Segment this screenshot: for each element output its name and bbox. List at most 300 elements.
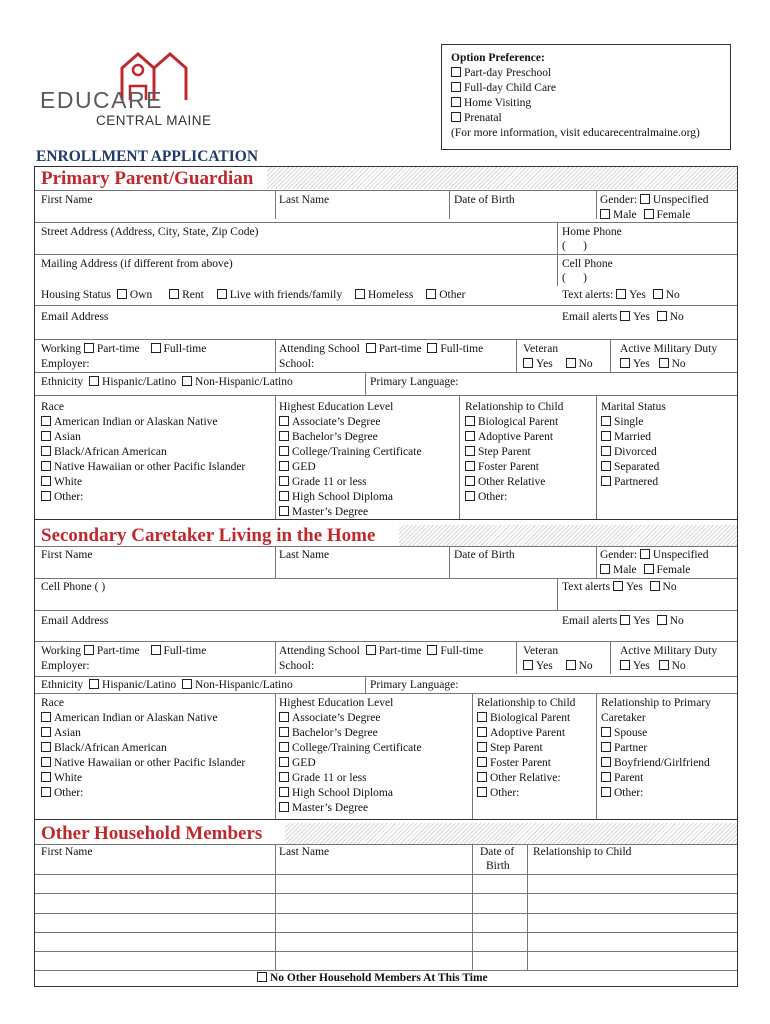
logo [40,46,230,136]
household-dob-header-1: Date of [480,846,515,858]
other-label: Other [439,289,466,301]
email-alerts-yes-checkbox[interactable] [620,615,630,625]
relationship-option [465,460,539,475]
no-label: No [665,289,680,301]
race-option [41,741,167,756]
working-label: Working [41,343,81,355]
unspecified-label: Unspecified [652,194,709,206]
email-alerts-label: Email alerts [562,615,618,627]
primary-mailing-label: Mailing Address (if different from above) [41,258,233,270]
logo-subtitle: CENTRAL MAINE [96,113,212,128]
option-prenatal[interactable] [451,111,502,126]
primary-veteran-label: Veteran [523,343,559,355]
gender-unspecified-checkbox[interactable] [640,549,650,559]
primary-street-label: Street Address (Address, City, State, Zip Code) [41,226,259,238]
live-with-label: Live with friends/family [229,289,343,301]
checkbox[interactable] [465,476,475,486]
primary-gender [600,193,709,208]
yes-label: Yes [633,660,650,672]
option-label: White [54,772,83,784]
household-last-name-header: Last Name [279,846,330,858]
section-hatch [267,167,737,189]
checkbox[interactable] [41,461,51,471]
text-alerts-no-checkbox[interactable] [650,581,660,591]
checkbox[interactable] [601,446,611,456]
checkbox[interactable] [451,97,461,107]
option-label: GED [292,461,316,473]
education-option [279,415,380,430]
gender-label: Gender: [600,194,638,206]
relationship-option [477,756,551,771]
option-label: Adoptive Parent [478,431,554,443]
home-phone-parens: ( ) [562,240,587,252]
homeless-label: Homeless [368,289,414,301]
no-other-members-label: No Other Household Members At This Time [270,972,488,984]
checkbox[interactable] [465,491,475,501]
yes-label: Yes [633,615,650,627]
checkbox[interactable] [279,506,289,516]
rel-primary-option [601,741,647,756]
hispanic-checkbox[interactable] [89,679,99,689]
veteran-no-checkbox[interactable] [566,358,576,368]
primary-military-options [620,357,686,372]
race-option [41,711,218,726]
checkbox[interactable] [465,446,475,456]
checkbox[interactable] [601,476,611,486]
primary-marital-label: Marital Status [601,401,666,413]
ethnicity-label: Ethnicity [41,679,84,691]
secondary-education-label: Highest Education Level [279,697,394,709]
checkbox[interactable] [279,461,289,471]
race-option [41,415,218,430]
primary-education-label: Highest Education Level [279,401,394,413]
education-option [279,771,367,786]
checkbox[interactable] [41,431,51,441]
secondary-email-label: Email Address [41,615,109,627]
checkbox[interactable] [601,787,611,797]
secondary-gender [600,548,709,563]
text-alerts-no-checkbox[interactable] [653,289,663,299]
checkbox[interactable] [41,787,51,797]
checkbox[interactable] [601,742,611,752]
option-label: Associate’s Degree [292,712,381,724]
checkbox[interactable] [41,727,51,737]
option-label: Biological Parent [478,416,559,428]
race-option [41,430,81,445]
checkbox[interactable] [279,491,289,501]
relationship-option [477,711,570,726]
checkbox[interactable] [279,787,289,797]
checkbox[interactable] [477,727,487,737]
checkbox[interactable] [41,491,51,501]
option-label: Master’s Degree [292,506,369,518]
option-label: College/Training Certificate [292,742,422,754]
option-label: Other: [478,491,508,503]
gender-female-checkbox[interactable] [644,209,654,219]
option-label: Asian [54,431,81,443]
primary-housing-status [41,288,465,303]
secondary-first-name-label: First Name [41,549,93,561]
option-label: Single [614,416,644,428]
secondary-email-alerts [562,614,684,629]
working-full-time-checkbox[interactable] [151,343,161,353]
checkbox[interactable] [477,772,487,782]
option-label: Home Visiting [464,97,532,109]
household-first-name-header: First Name [41,846,93,858]
option-label: High School Diploma [292,787,393,799]
primary-dob-label: Date of Birth [454,194,515,206]
text-alerts-yes-checkbox[interactable] [613,581,623,591]
rel-primary-option [601,756,710,771]
checkbox[interactable] [279,416,289,426]
secondary-veteran-options [523,659,593,674]
female-label: Female [656,564,691,576]
option-label: Grade 11 or less [292,772,367,784]
no-label: No [671,358,686,370]
relationship-option [465,430,553,445]
checkbox[interactable] [465,416,475,426]
non-hispanic-checkbox[interactable] [182,376,192,386]
option-label: Grade 11 or less [292,476,367,488]
relationship-option [477,741,543,756]
checkbox[interactable] [279,757,289,767]
option-label: Separated [614,461,660,473]
option-label: Native Hawaiian or other Pacific Islander [54,461,246,473]
race-option [41,475,82,490]
household-dob-header-2: Birth [486,860,510,872]
marital-option [601,415,643,430]
secondary-rel-primary-label-2: Caretaker [601,712,646,724]
table-row[interactable] [35,874,737,875]
text-alerts-yes-checkbox[interactable] [616,289,626,299]
hispanic-checkbox[interactable] [89,376,99,386]
education-option [279,786,393,801]
non-hispanic-label: Non-Hispanic/Latino [195,376,293,388]
option-label: American Indian or Alaskan Native [54,416,218,428]
checkbox[interactable] [279,742,289,752]
option-label: Bachelor’s Degree [292,431,378,443]
rel-primary-option [601,786,643,801]
attending-part-time-checkbox[interactable] [366,645,376,655]
housing-label: Housing Status [41,289,111,301]
veteran-yes-checkbox[interactable] [523,660,533,670]
yes-label: Yes [633,311,650,323]
email-alerts-no-checkbox[interactable] [657,311,667,321]
yes-label: Yes [633,358,650,370]
secondary-veteran-label: Veteran [523,645,559,657]
option-label: Other Relative: [490,772,561,784]
no-other-members-checkbox[interactable] [257,972,267,982]
option-label: Other Relative [478,476,546,488]
option-label: Foster Parent [478,461,540,473]
working-part-time-checkbox[interactable] [84,343,94,353]
option-home-visiting[interactable] [451,96,531,111]
attending-full-time-checkbox[interactable] [427,645,437,655]
checkbox[interactable] [279,446,289,456]
relationship-option [465,475,545,490]
secondary-rel-primary-label: Relationship to Primary [601,697,711,709]
veteran-no-checkbox[interactable] [566,660,576,670]
male-label: Male [613,564,637,576]
checkbox[interactable] [279,476,289,486]
checkbox[interactable] [279,712,289,722]
housing-own-checkbox[interactable] [117,289,127,299]
secondary-employer-label: Employer: [41,660,90,672]
education-option [279,505,368,520]
primary-last-name-label: Last Name [279,194,330,206]
secondary-language-label: Primary Language: [370,679,459,691]
non-hispanic-label: Non-Hispanic/Latino [195,679,293,691]
option-label: Divorced [614,446,657,458]
checkbox[interactable] [279,431,289,441]
checkbox[interactable] [451,67,461,77]
race-option [41,771,82,786]
option-label: High School Diploma [292,491,393,503]
attending-label: Attending School [279,645,360,657]
option-label: American Indian or Alaskan Native [54,712,218,724]
yes-label: Yes [536,358,553,370]
checkbox[interactable] [41,446,51,456]
education-option [279,711,380,726]
housing-other-checkbox[interactable] [426,289,436,299]
option-note: (For more information, visit educarecentralmaine.org) [451,127,700,139]
gender-female-checkbox[interactable] [644,564,654,574]
military-no-checkbox[interactable] [659,660,669,670]
relationship-option [465,490,507,505]
military-yes-checkbox[interactable] [620,358,630,368]
email-alerts-no-checkbox[interactable] [657,615,667,625]
housing-rent-checkbox[interactable] [169,289,179,299]
gender-unspecified-checkbox[interactable] [640,194,650,204]
application-title: ENROLLMENT APPLICATION [36,148,259,165]
table-row[interactable] [35,932,737,933]
email-alerts-label: Email alerts [562,311,618,323]
race-option [41,445,167,460]
secondary-dob-label: Date of Birth [454,549,515,561]
primary-email-alerts [562,310,684,325]
option-label: White [54,476,83,488]
checkbox[interactable] [451,112,461,122]
housing-live-with-checkbox[interactable] [217,289,227,299]
education-option [279,490,393,505]
yes-label: Yes [625,581,643,593]
option-label: Master’s Degree [292,802,369,814]
option-full-day[interactable] [451,81,556,96]
option-label: Other: [54,491,84,503]
checkbox[interactable] [465,461,475,471]
table-row[interactable] [35,893,737,894]
checkbox[interactable] [477,787,487,797]
gender-male-checkbox[interactable] [600,209,610,219]
text-alerts-label: Text alerts [562,581,611,593]
attending-full-time-checkbox[interactable] [427,343,437,353]
veteran-yes-checkbox[interactable] [523,358,533,368]
hispanic-label: Hispanic/Latino [102,376,177,388]
checkbox[interactable] [601,757,611,767]
section-household-title: Other Household Members [41,823,263,844]
text-alerts-label: Text alerts: [562,289,614,301]
enrollment-form [34,166,738,987]
checkbox[interactable] [477,712,487,722]
checkbox[interactable] [41,712,51,722]
option-title: Option Preference: [451,52,545,64]
option-label: Step Parent [490,742,543,754]
relationship-option [477,726,565,741]
table-row[interactable] [35,951,737,952]
education-option [279,430,378,445]
race-option [41,786,83,801]
option-label: Asian [54,727,81,739]
primary-home-phone-label: Home Phone [562,226,622,238]
education-option [279,445,422,460]
marital-option [601,460,659,475]
option-preference-box [441,44,731,150]
option-label: Foster Parent [490,757,552,769]
option-label: GED [292,757,316,769]
option-label: College/Training Certificate [292,446,422,458]
checkbox[interactable] [601,416,611,426]
checkbox[interactable] [601,772,611,782]
housing-homeless-checkbox[interactable] [355,289,365,299]
section-primary-title: Primary Parent/Guardian [41,168,254,189]
option-part-day[interactable] [451,66,551,81]
option-label: Prenatal [464,112,502,124]
section-hatch [399,525,737,547]
checkbox[interactable] [477,742,487,752]
education-option [279,460,316,475]
checkbox[interactable] [477,757,487,767]
secondary-school-label: School: [279,660,315,672]
secondary-text-alerts [562,580,677,595]
race-option [41,756,245,771]
checkbox[interactable] [601,431,611,441]
option-label: Partner [614,742,648,754]
primary-working [41,342,206,357]
secondary-race-label: Race [41,697,64,709]
military-yes-checkbox[interactable] [620,660,630,670]
secondary-relationship-label: Relationship to Child [477,697,576,709]
part-time-label: Part-time [378,343,422,355]
table-row[interactable] [35,913,737,914]
race-option [41,726,81,741]
education-option [279,756,316,771]
female-label: Female [656,209,691,221]
relationship-option [465,445,531,460]
non-hispanic-checkbox[interactable] [182,679,192,689]
ethnicity-label: Ethnicity [41,376,84,388]
checkbox[interactable] [41,757,51,767]
relationship-option [465,415,558,430]
checkbox[interactable] [601,727,611,737]
checkbox[interactable] [279,727,289,737]
checkbox[interactable] [41,416,51,426]
option-label: Native Hawaiian or other Pacific Islander [54,757,246,769]
checkbox[interactable] [451,82,461,92]
secondary-working [41,644,206,659]
primary-relationship-label: Relationship to Child [465,401,564,413]
marital-option [601,430,651,445]
checkbox[interactable] [41,772,51,782]
full-time-label: Full-time [163,645,207,657]
marital-option [601,475,658,490]
no-other-members [257,971,488,986]
primary-email-label: Email Address [41,311,109,323]
option-label: Full-day Child Care [464,82,556,94]
rent-label: Rent [182,289,204,301]
checkbox[interactable] [279,772,289,782]
education-option [279,801,368,816]
option-label: Bachelor’s Degree [292,727,378,739]
hispanic-label: Hispanic/Latino [102,679,177,691]
part-time-label: Part-time [96,645,140,657]
education-option [279,726,378,741]
option-label: Adoptive Parent [490,727,566,739]
no-label: No [669,311,684,323]
yes-label: Yes [629,289,646,301]
secondary-gender-2 [600,563,690,578]
logo-name: EDUCARE [40,87,163,113]
cell-phone-parens: ( ) [562,272,587,284]
secondary-military-options [620,659,686,674]
own-label: Own [129,289,153,301]
checkbox[interactable] [465,431,475,441]
gender-male-checkbox[interactable] [600,564,610,574]
attending-label: Attending School [279,343,360,355]
working-full-time-checkbox[interactable] [151,645,161,655]
secondary-attending [279,644,483,659]
primary-attending [279,342,483,357]
option-label: Other: [614,787,644,799]
working-part-time-checkbox[interactable] [84,645,94,655]
checkbox[interactable] [601,461,611,471]
option-label: Boyfriend/Girlfriend [614,757,710,769]
gender-label: Gender: [600,549,638,561]
section-secondary-title: Secondary Caretaker Living in the Home [41,525,376,546]
full-time-label: Full-time [163,343,207,355]
option-label: Partnered [614,476,659,488]
no-label: No [578,358,593,370]
secondary-ethnicity [41,678,293,693]
no-label: No [671,660,686,672]
part-time-label: Part-time [96,343,140,355]
education-option [279,741,422,756]
secondary-last-name-label: Last Name [279,549,330,561]
military-no-checkbox[interactable] [659,358,669,368]
checkbox[interactable] [41,742,51,752]
section-hatch [285,823,737,845]
rel-primary-option [601,771,643,786]
option-label: Other: [490,787,520,799]
household-relationship-header: Relationship to Child [533,846,632,858]
relationship-option [477,771,561,786]
marital-option [601,445,657,460]
no-label: No [669,615,684,627]
email-alerts-yes-checkbox[interactable] [620,311,630,321]
option-label: Parent [614,772,644,784]
option-label: Associate’s Degree [292,416,381,428]
primary-race-label: Race [41,401,64,413]
checkbox[interactable] [279,802,289,812]
attending-part-time-checkbox[interactable] [366,343,376,353]
race-option [41,490,83,505]
option-label: Biological Parent [490,712,571,724]
checkbox[interactable] [41,476,51,486]
secondary-cell-phone-label: Cell Phone ( ) [41,581,106,593]
primary-text-alerts [562,288,680,303]
rel-primary-option [601,726,647,741]
education-option [279,475,367,490]
primary-ethnicity [41,375,293,390]
